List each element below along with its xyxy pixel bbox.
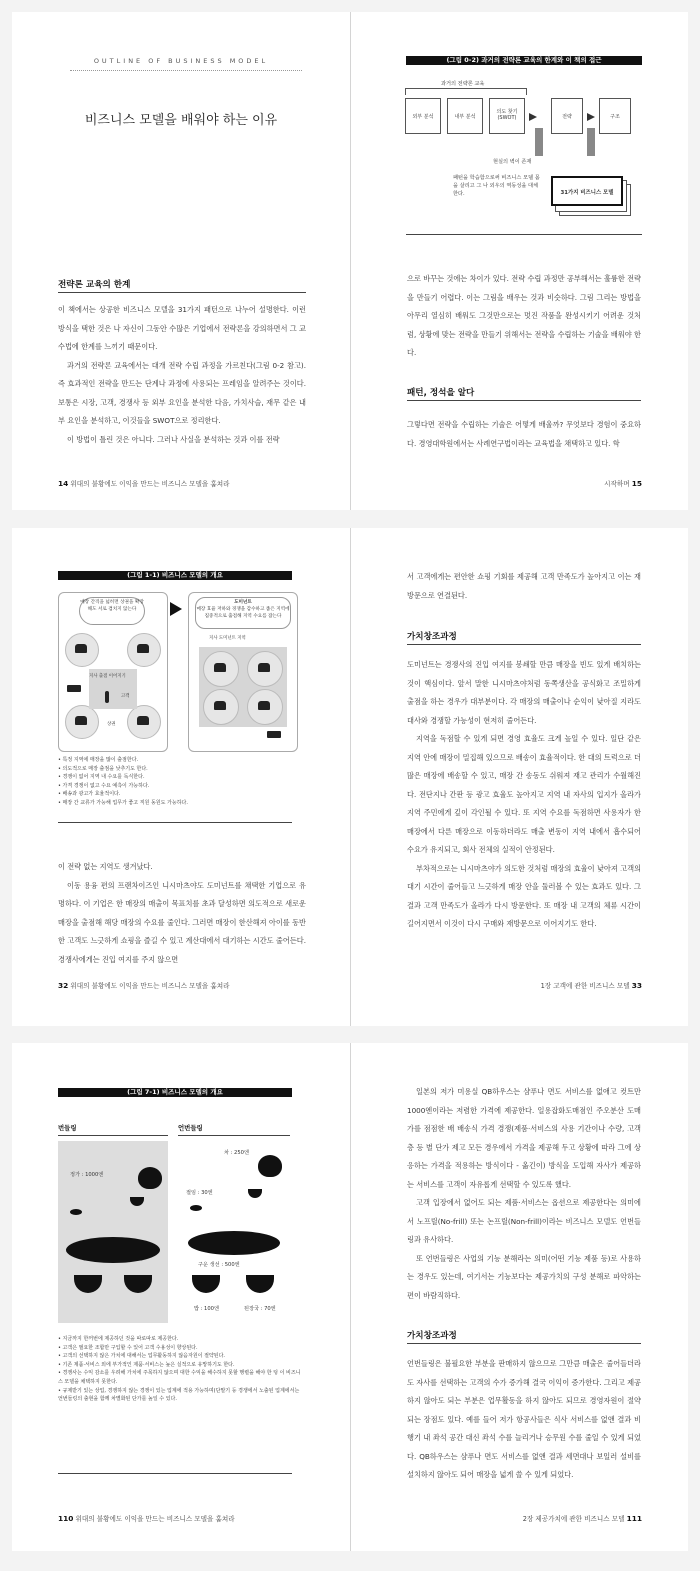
body-text xyxy=(407,1083,641,1315)
label-tea-price: 차 : 250엔 xyxy=(224,1150,249,1156)
folio xyxy=(58,980,229,990)
person-icon xyxy=(105,691,109,703)
label-side-price: 절임 : 30엔 xyxy=(186,1190,213,1196)
bullet-item: • 매장 간 교류가 가능해 업무가 좋고 직원 동원도 가능하다. xyxy=(58,799,188,806)
soup-bowl-icon xyxy=(124,1275,152,1293)
page-number: 14 xyxy=(58,479,69,488)
paragraph: 과거의 전략론 교육에서는 대개 전략 수립 과정을 가르친다(그림 0-2 참고). 즉 효과적인 전략을 만드는 단계나 과정에 사용되는 프레임을 알려주는 것이다. 보통은 시장, 고객, 경쟁사 등 외부 요인을 분석한 다음, 가치사슬, 재무 같은 내부 요인을 분석하고, 이것들을 SWOT으로 정리한다. xyxy=(58,360,306,425)
body-text xyxy=(58,858,306,970)
body-text xyxy=(407,1355,641,1491)
col-head-unbundling: 언번들링 xyxy=(178,1124,203,1132)
figure-top-label: 과거의 전략론 교육 xyxy=(441,81,485,87)
label-main-price: 구운 생선 : 500엔 xyxy=(198,1262,240,1268)
paragraph: 부차적으로는 니시마츠야가 의도한 것처럼 매장의 효율이 낮아져 고객의 대기 시간이 줄어들고 느긋하게 매장 안을 둘러볼 수 있는 효과도 있다. 그 결과 고객 만족도가 올라가 다시 방문한다. 또 매장 내 고객의 체류 시간이 길어지면서 이것이 다시 구매와 재방문으로 이어지기도 한다. xyxy=(407,863,641,928)
page-15 xyxy=(351,12,688,510)
teapot-icon xyxy=(138,1167,162,1189)
bubble: 매장 간격을 넓히면 상권을 확장해도 서로 겹치지 않는다 xyxy=(79,597,145,625)
teapot-icon xyxy=(258,1155,282,1177)
figure-title: (그림 0-2) 과거의 전략론 교육의 한계와 이 책의 접근 xyxy=(406,56,642,65)
running-title: 위대의 불황에도 이익을 만드는 비즈니스 모델을 훔쳐라 xyxy=(70,480,230,488)
gap-label: 현실의 벽이 존재 xyxy=(493,159,532,165)
paragraph: 으로 바꾸는 것에는 차이가 있다. 전략 수립 과정만 공부해서는 훌륭한 전략을 만들기 어렵다. 이는 그림을 배우는 것과 비슷하다. 그림 그리는 방법을 아무리 열심히 배워도 그것만으로는 멋진 작품을 완성시키기 어려운 것처럼, 상황에 맞는 전략을 만들기 위해서는 전략을 수립하는 기술을 배워야 한다. xyxy=(407,274,641,357)
arrow-right-icon xyxy=(587,113,595,121)
truck-icon xyxy=(67,685,81,692)
step-box: 내부 분석 xyxy=(447,98,483,134)
section-rule xyxy=(407,644,641,645)
header-rule xyxy=(58,1135,168,1136)
models-box: 31가지 비즈니스 모델 xyxy=(551,176,623,206)
col-head-bundling: 번들링 xyxy=(58,1124,77,1132)
bubble-head: 도미넌트 xyxy=(234,600,252,605)
folio xyxy=(58,1513,235,1523)
body-text xyxy=(407,416,641,456)
section-title: 가치창조과정 xyxy=(407,1331,457,1341)
body-text xyxy=(407,270,641,360)
label-region: 지사 도미넌트 지역 xyxy=(209,636,246,641)
section-title: 패턴, 정석을 알다 xyxy=(407,388,475,398)
figure-rule xyxy=(406,234,642,235)
store-icon xyxy=(75,716,87,725)
step-box: 외부 분석 xyxy=(405,98,441,134)
bullet-item: • 배송과 광고가 효율적이다. xyxy=(58,791,121,798)
paragraph: 이 방법이 틀린 것은 아니다. 그러나 사실을 분석하는 것과 이를 전략 xyxy=(67,434,280,444)
paragraph: 이 전략 없는 지역도 생겨났다. xyxy=(58,862,153,871)
panel-right xyxy=(188,592,298,752)
bullet-item: • 고객의 선택하지 않은 가치에 대해서는 업무활동하지 않음자원이 절약된다. xyxy=(58,1353,225,1360)
figure-title: (그림 1-1) 비즈니스 모델의 개요 xyxy=(58,571,292,580)
page-32 xyxy=(12,528,350,1026)
wall xyxy=(587,128,595,156)
folio xyxy=(541,980,642,990)
soup-bowl-icon xyxy=(246,1275,274,1293)
bullet-item: • 경쟁사는 수익 감소를 우려해 가치에 주목하지 않으며 대한 수익을 해수하지 못할 행렬을 해야 한 텅 이 비즈니스 모델을 채택하지 못한다. xyxy=(58,1370,301,1385)
label-area: 상권 xyxy=(107,722,116,727)
section-rule xyxy=(407,400,641,401)
section-rule xyxy=(407,1343,641,1344)
page-number: 110 xyxy=(58,1514,74,1523)
section-rule xyxy=(58,292,306,293)
folio xyxy=(58,478,229,488)
strategy-box: 전략 xyxy=(551,98,583,134)
bullet-item: • 특정 지역에 매장을 많이 출점한다. xyxy=(58,757,139,763)
bullet-item: • 의도적으로 매장 출점을 낮추기도 한다. xyxy=(58,765,148,772)
cup-icon xyxy=(248,1189,262,1198)
paragraph: 지역을 독점할 수 있게 되면 경영 효율도 크게 높일 수 있다. 일단 같은 지역 안에 매장이 밀집해 있으므로 배송이 효율적이다. 한 대의 트럭으로 더 많은 매장에 배송할 수 있고, 매장 간 송동도 쉬워져 재고 관리가 수월해진다. 전단지나 간판 등 광고 효율도 높아지고 지역 내 자사의 입지가 올라가 지역 주민에게 깊이 각인될 수 있다. 또 지역 수요를 독점하면 사용자가 한 매장에서 다른 매장으로 이동하더라도 매출 변동이 지역 내에서 흡수되어 수요가 유지되고, 회사 전체의 실적이 안정된다. xyxy=(407,734,641,854)
bullet-item: • 규제받기 있는 상업, 경쟁하지 않는 경쟁이 있는 업계에 적용 가능하며(단말기 등 경쟁에서 노출된 업계에서는 언번들링의 출현을 함께 차별화된 단가를 높일 수 있다. xyxy=(58,1387,300,1403)
running-title: 위대의 불황에도 이익을 만드는 비즈니스 모델을 훔쳐라 xyxy=(70,982,230,990)
running-title: 1장 고객에 관한 비즈니스 모델 xyxy=(540,982,630,990)
running-title: 2장 제공가치에 관한 비즈니스 모델 xyxy=(522,1515,625,1523)
paragraph: 이동 용융 편의 프랜차이즈인 니시마츠야도 도미넌트를 채택한 기업으로 유명하다. 이 기업은 한 매장의 매출이 목표치를 초과 달성하면 의도적으로 새로운 매장을 출점해 해당 매장의 수요를 줄인다. 그러면 매장이 한산해져 아이를 동반한 고객도 느긋하게 쇼핑을 즐길 수 있고 계산대에서 대기하는 시간도 줄어든다. 경쟁사에게는 진입 여지를 주지 않으면 xyxy=(58,880,306,964)
bullet-item: • 지금까지 한꺼번에 제공하던 것을 따로따로 제공한다. xyxy=(58,1336,179,1342)
body-text xyxy=(407,568,641,608)
side-dish-icon xyxy=(70,1209,82,1215)
bubble-text: 매장 효율 저하와 경쟁을 감수하고 좁은 지역에 집중적으로 출점해 지역 수요를 잡는다 xyxy=(196,607,290,619)
bullet-item: • 기존 제품·서비스 외에 부가적인 제품·서비스는 높은 실적으로 유망하기도 한다. xyxy=(58,1361,235,1368)
figure-rule xyxy=(58,1473,292,1474)
paragraph: 도미넌트는 경쟁사의 진입 여지를 봉쇄할 만큼 매장을 빈도 있게 배치하는 것이 핵심이다. 앞서 말한 니시마츠야처럼 동쪽생산을 공식화고 조밀하게 출점을 하는 경우가 대부분이다. 각 매장의 매출이나 순익이 낮아질 지라도 대사와 경쟁할 가능성이 현저히 줄어든다. xyxy=(407,660,641,725)
section-title: 가치창조과정 xyxy=(407,632,457,642)
page-number: 111 xyxy=(626,1514,642,1523)
label-set-price: 정가 : 1000엔 xyxy=(70,1172,104,1178)
paragraph: 고객 입장에서 없어도 되는 제품·서비스는 옵션으로 제공한다는 의미에서 노프릴(No-frill) 또는 논프릴(Non-frill)이라는 비즈니스 모델도 언번들링과 유사하다. xyxy=(407,1198,641,1244)
rice-bowl-icon xyxy=(74,1275,102,1293)
arrow-right-icon xyxy=(170,602,182,616)
kicker-rule xyxy=(70,70,302,73)
store-icon xyxy=(258,701,270,710)
label-soup-price: 된장국 : 70엔 xyxy=(244,1306,276,1312)
kicker: OUTLINE OF BUSINESS MODEL xyxy=(93,57,269,65)
paragraph: 그렇다면 전략을 수립하는 기술은 어떻게 배울까? 무엇보다 경험이 중요하다. 경영대학원에서는 사례연구법이라는 교육법을 채택하고 있다. 학 xyxy=(407,420,641,448)
store-icon xyxy=(258,663,270,672)
wall xyxy=(535,128,543,156)
bullet-item: • 경쟁이 없어 지역 내 수요를 독식한다. xyxy=(58,774,145,781)
bracket xyxy=(405,88,527,95)
arrow-right-icon xyxy=(529,113,537,121)
bubble xyxy=(195,597,291,629)
page-33 xyxy=(351,528,688,1026)
structure-box: 구조 xyxy=(599,98,631,134)
truck-icon xyxy=(267,731,281,738)
figure-title: (그림 7-1) 비즈니스 모델의 개요 xyxy=(58,1088,292,1097)
unbundling-panel xyxy=(178,1141,290,1323)
figure-rule xyxy=(58,822,292,823)
page-number: 33 xyxy=(631,981,642,990)
folio xyxy=(604,478,642,488)
header-rule xyxy=(178,1135,290,1136)
side-dish-icon xyxy=(190,1205,202,1211)
plate-icon xyxy=(66,1237,160,1263)
page-14 xyxy=(12,12,350,510)
chapter-title: 비즈니스 모델을 배워야 하는 이유 xyxy=(84,113,278,128)
figure-0-2 xyxy=(401,72,646,222)
figure-bullets xyxy=(58,756,298,808)
store-icon xyxy=(75,644,87,653)
running-title: 시작하며 xyxy=(604,480,630,488)
page-110 xyxy=(12,1043,350,1551)
cup-icon xyxy=(130,1197,144,1206)
step-box: 의도 찾기 (SWOT) xyxy=(489,98,525,134)
paragraph: 서 고객에게는 편안한 쇼핑 기회를 제공해 고객 만족도가 높아지고 이는 재방문으로 연결된다. xyxy=(407,572,641,600)
body-text xyxy=(58,301,306,461)
page-number: 15 xyxy=(631,479,642,488)
panel-left xyxy=(58,592,168,752)
folio xyxy=(523,1513,642,1523)
store-icon xyxy=(137,716,149,725)
plate-icon xyxy=(188,1231,280,1255)
page-number: 32 xyxy=(58,981,69,990)
store-icon xyxy=(214,701,226,710)
page-111 xyxy=(351,1043,688,1551)
store-icon xyxy=(137,644,149,653)
figure-1-1 xyxy=(58,592,296,750)
paragraph: 이 책에서는 상공한 비즈니스 모델을 31가지 패턴으로 나누어 설명한다. 이런 방식을 택한 것은 나 자신이 그동안 수많은 기업에서 전략론을 강의하면서 그 교수법에 한계를 느끼기 때문이다. xyxy=(58,305,306,351)
label-rice-price: 밥 : 100엔 xyxy=(194,1306,219,1312)
body-text xyxy=(407,656,641,974)
bullet-item: • 가격 경쟁이 없고 수요 예측이 가능하다. xyxy=(58,782,150,789)
bullet-item: • 고객은 필요한 조합만 구입할 수 있어 고객 수용성이 향상된다. xyxy=(58,1344,198,1351)
section-title: 전략론 교육의 한계 xyxy=(58,280,131,290)
running-title: 위대의 불황에도 이익을 만드는 비즈니스 모델을 훔쳐라 xyxy=(75,1515,235,1523)
label-center: 지사 출점 이어지기 xyxy=(89,674,126,679)
paragraph: 또 언번들링은 사업의 기능 분해라는 의미(어떤 기능 제품 등)로 사용하는 경우도 있는데, 여기서는 기능보다는 제공가치의 구성 분해로 파악하는 편이 바람직하다. xyxy=(407,1253,641,1300)
label-customer: 고객 xyxy=(121,694,130,699)
paragraph: 언번들링은 불필요한 부분을 판매하지 않으므로 그만큼 매출은 줄어들더라도 자사를 선택하는 고객의 수가 증가해 결국 이익이 증가한다. 그리고 제공하지 않아도 되는 부분은 업무활동을 하지 않아도 되므로 경영자원이 절약되는 장점도 있다. 예를 들어 저가 항공사들은 식사 서비스를 없앤 결과 비행기 내 좌석 공간 대신 좌석 수를 늘리거나 승무원 수를 줄일 수 있게 되었다. QB하우스는 샴푸나 면도 서비스를 없앤 결과 세면대나 보일러 설비를 설치하지 않아도 되어 매장을 넓게 쓸 수 있게 되었다. xyxy=(407,1359,641,1479)
store-icon xyxy=(214,663,226,672)
bundling-panel xyxy=(58,1141,168,1323)
paragraph: 일본의 저가 미용실 QB하우스는 샴푸나 면도 서비스를 없애고 컷트만 1000엔이라는 저렴한 가격에 제공한다. 일용잡화도매점인 주오분산 도매가를 점점한 배 배송식 가격 경쟁(제품·서비스의 사용 기간이나 수량, 고객층 등 별 단가 제고 모든 경우에서 가격을 제공해 두고 상황에 따라 그에 상응하는 가격을 적용하는 방식이다 - 옮긴이) 방식을 도입해 자사가 제공하는 서비스를 고객이 자유롭게 선택할 수 있도록 했다. xyxy=(407,1087,641,1189)
figure-note: 패턴을 학습함으로써 비즈니스 모델 몸을 살리고 그 나 외우의 역동성을 대체한다. xyxy=(453,175,540,197)
figure-bullets xyxy=(58,1335,304,1404)
rice-bowl-icon xyxy=(192,1275,220,1293)
